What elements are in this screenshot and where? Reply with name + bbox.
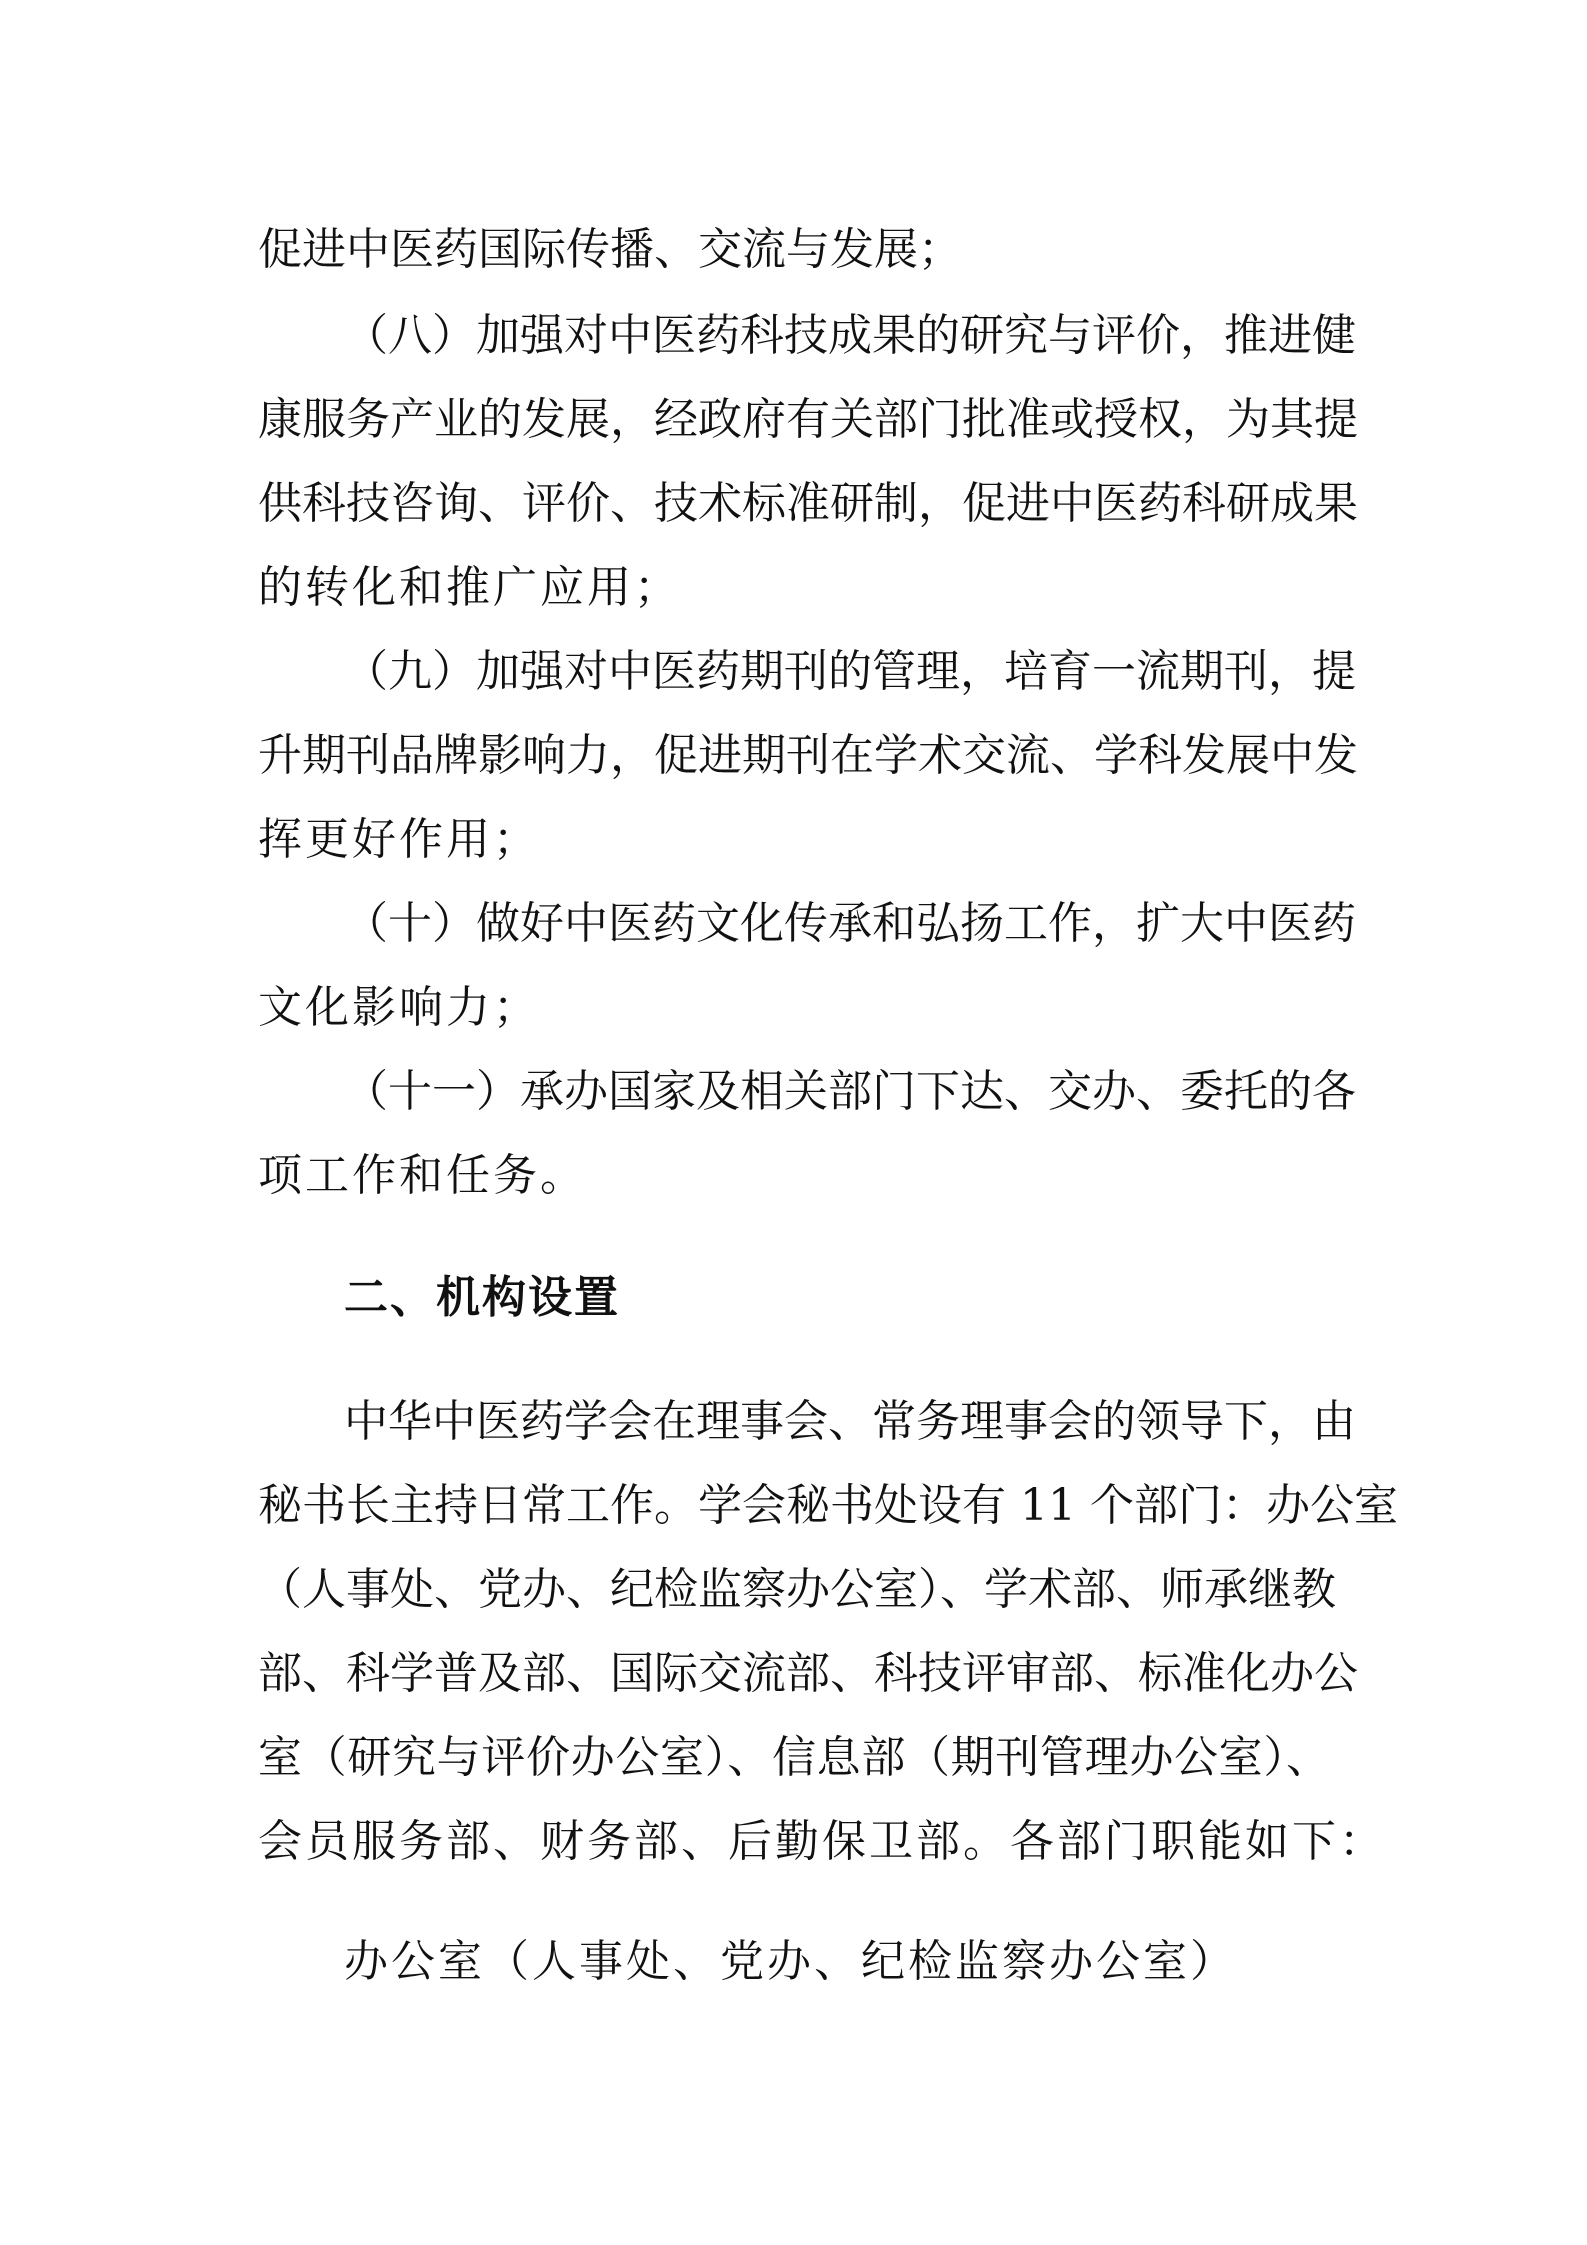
paragraph-line: 升期刊品牌影响力，促进期刊在学术交流、学科发展中发 (258, 730, 1358, 781)
paragraph-line: 室（研究与评价办公室）、信息部（期刊管理办公室）、 (258, 1732, 1330, 1783)
paragraph-line: （八）加强对中医药科技成果的研究与评价，推进健 (344, 310, 1356, 361)
paragraph-line: 促进中医药国际传播、交流与发展； (258, 224, 962, 275)
paragraph-line: （十）做好中医药文化传承和弘扬工作，扩大中医药 (344, 898, 1356, 949)
paragraph-line: 的转化和推广应用； (258, 562, 681, 613)
paragraph-line: （十一）承办国家及相关部门下达、交办、委托的各 (344, 1066, 1356, 1117)
paragraph-line: 中华中医药学会在理事会、常务理事会的领导下，由 (344, 1396, 1356, 1447)
paragraph-line: 挥更好作用； (258, 814, 540, 865)
paragraph-line: （人事处、党办、纪检监察办公室）、学术部、师承继教 (258, 1564, 1336, 1615)
paragraph-line: 秘书长主持日常工作。学会秘书处设有 11 个部门：办公室 (258, 1480, 1398, 1531)
paragraph-line: 康服务产业的发展，经政府有关部门批准或授权，为其提 (258, 394, 1358, 445)
paragraph-line: 部、科学普及部、国际交流部、科技评审部、标准化办公 (258, 1648, 1358, 1699)
subsection-heading: 办公室（人事处、党办、纪检监察办公室） (344, 1936, 1237, 1987)
paragraph-line: 供科技咨询、评价、技术标准研制，促进中医药科研成果 (258, 478, 1358, 529)
paragraph-line: 项工作和任务。 (258, 1150, 587, 1201)
paragraph-line: 会员服务部、财务部、后勤保卫部。各部门职能如下： (258, 1816, 1386, 1867)
paragraph-line: 文化影响力； (258, 982, 540, 1033)
paragraph-line: （九）加强对中医药期刊的管理，培育一流期刊，提 (344, 646, 1356, 697)
section-heading: 二、机构设置 (344, 1272, 620, 1323)
